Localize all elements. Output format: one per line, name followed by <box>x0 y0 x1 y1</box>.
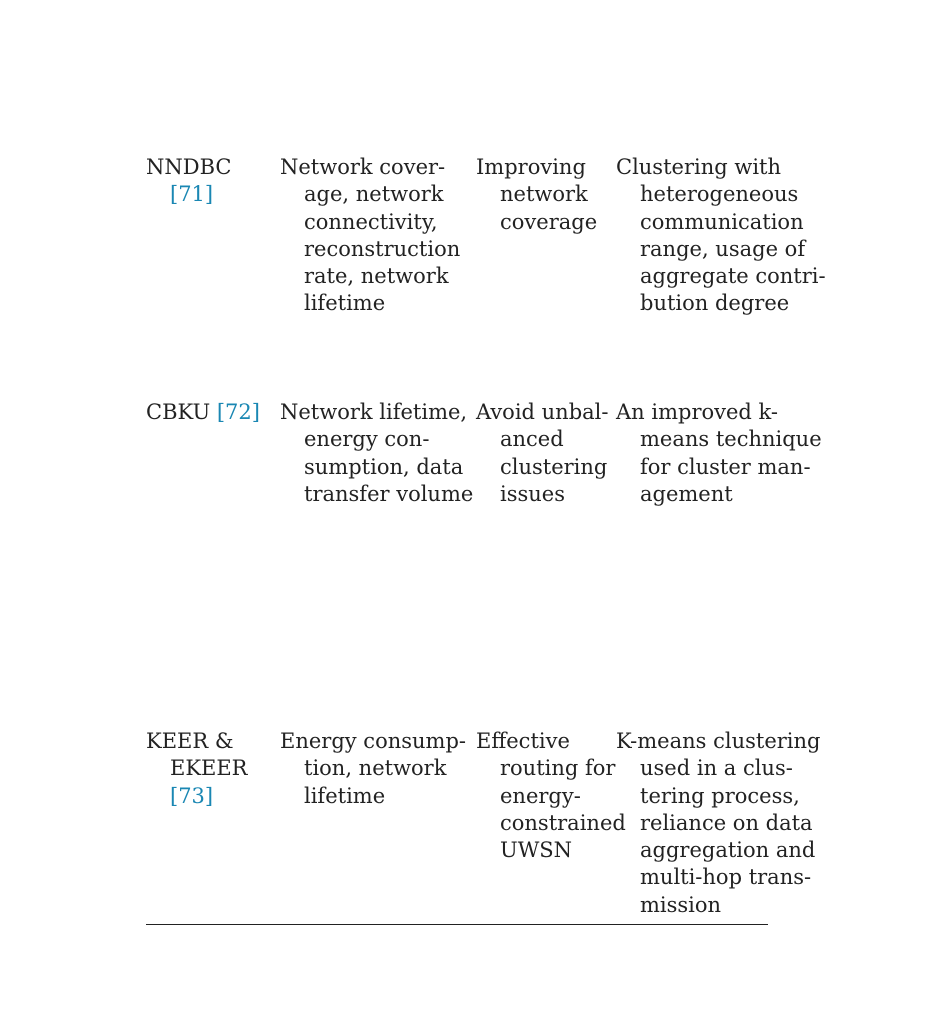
method-name: KEER & <box>146 729 234 753</box>
objective-line: Improving <box>476 155 586 179</box>
method-line <box>146 399 271 426</box>
citation-link[interactable]: [71] <box>170 182 214 207</box>
metrics-line: age, network <box>304 182 444 207</box>
technique-line: multi-hop trans- <box>640 865 812 890</box>
metrics-line: transfer volume <box>304 481 474 506</box>
objective-line: routing for <box>500 756 616 781</box>
method-name: CBKU <box>146 400 211 424</box>
metrics-line: lifetime <box>304 783 386 808</box>
objective-line: issues <box>500 481 565 506</box>
metrics-line: Energy consump- <box>280 729 466 753</box>
method-cell <box>146 399 271 426</box>
metrics-line: tion, network <box>304 756 447 781</box>
objective-line: energy- <box>500 783 581 808</box>
objective-line: Avoid unbal- <box>476 400 609 424</box>
metrics-cell <box>280 154 470 318</box>
technique-line: agement <box>640 481 733 506</box>
technique-line: reliance on data <box>640 810 813 835</box>
technique-line: aggregate contri- <box>640 264 826 289</box>
method-cell <box>146 728 271 810</box>
objective-cell <box>476 399 611 508</box>
table-row <box>146 154 826 354</box>
technique-line: aggregation and <box>640 838 816 863</box>
metrics-cell <box>280 728 470 810</box>
objective-line: coverage <box>500 209 598 234</box>
technique-line: communication <box>640 209 804 234</box>
technique-line: K-means clustering <box>616 729 821 753</box>
technique-cell <box>616 728 936 919</box>
metrics-line: lifetime <box>304 291 386 316</box>
citation-link[interactable]: [73] <box>170 783 214 808</box>
technique-line: bution degree <box>640 291 790 316</box>
metrics-cell <box>280 399 474 508</box>
objective-line: Effective <box>476 729 570 753</box>
objective-cell <box>476 154 611 236</box>
citation-link[interactable]: [72] <box>216 400 260 424</box>
technique-line: for cluster man- <box>640 454 811 479</box>
method-name: EKEER <box>170 756 248 781</box>
metrics-line: Network cover- <box>280 155 446 179</box>
technique-cell <box>616 399 936 508</box>
table-bottom-rule <box>146 924 768 925</box>
metrics-line: Network lifetime, <box>280 400 468 424</box>
technique-line: tering process, <box>640 783 800 808</box>
technique-line: used in a clus- <box>640 756 793 781</box>
technique-cell <box>616 154 936 318</box>
table-row <box>146 399 822 599</box>
objective-line: anced <box>500 427 564 452</box>
metrics-line: sumption, data <box>304 454 464 479</box>
method-cell <box>146 154 271 209</box>
objective-cell <box>476 728 626 864</box>
objective-line: clustering <box>500 454 608 479</box>
technique-line: means technique <box>640 427 822 452</box>
technique-line: An improved k- <box>616 400 778 424</box>
objective-line: constrained <box>500 810 626 835</box>
technique-line: Clustering with <box>616 155 782 179</box>
metrics-line: rate, network <box>304 264 449 289</box>
objective-line: network <box>500 182 588 207</box>
objective-line: UWSN <box>500 838 573 863</box>
technique-line: range, usage of <box>640 236 806 261</box>
technique-line: heterogeneous <box>640 182 799 207</box>
technique-line: mission <box>640 892 722 917</box>
metrics-line: reconstruction <box>304 236 461 261</box>
metrics-line: connectivity, <box>304 209 438 234</box>
method-name: NNDBC <box>146 155 232 179</box>
metrics-line: energy con- <box>304 427 430 452</box>
table-row <box>146 728 821 928</box>
